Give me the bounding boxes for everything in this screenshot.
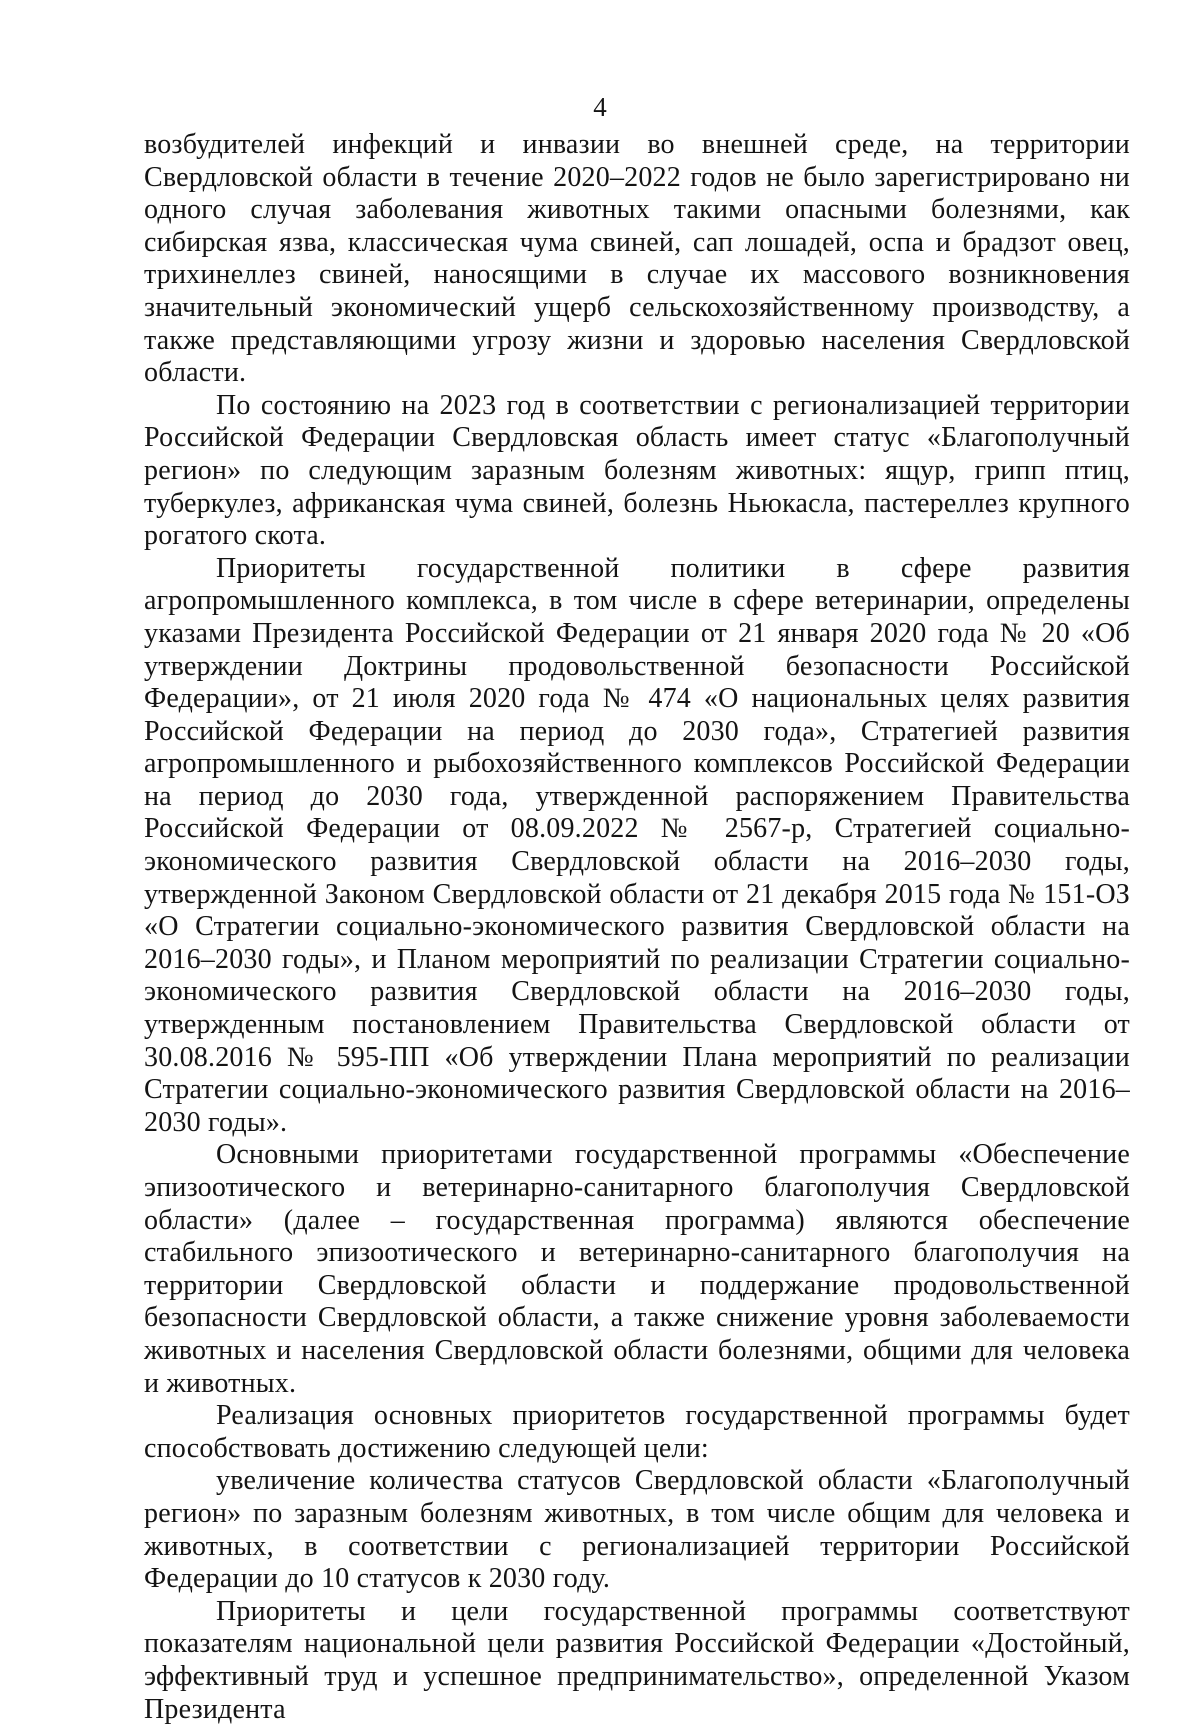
paragraph-national-goals: Приоритеты и цели государственной программы соответствуют показателям национальной цели развития Российской Федерации «Достойный, эффективный труд и успешное предпринимательство», определенной Указом Президента: [144, 1595, 1130, 1725]
document-body: [144, 129, 1130, 1726]
paragraph-continuation: возбудителей инфекций и инвазии во внешней среде, на территории Свердловской области в течение 2020–2022 годов не было зарегистрировано ни одного случая заболевания животных такими опасными болезнями, как сибирская язва, классическая чума свиней, сап лошадей, оспа и брадзот овец, трихинеллез свиней, наносящими в случае их массового возникновения значительный экономический ущерб сельскохозяйственному производству, а также представляющими угрозу жизни и здоровью населения Свердловской области.: [144, 129, 1130, 389]
paragraph-program-priorities: Основными приоритетами государственной программы «Обеспечение эпизоотического и ветеринарно-санитарного благополучия Свердловской области» (далее – государственная программа) являются обеспечение стабильного эпизоотического и ветеринарно-санитарного благополучия на территории Свердловской области и поддержание продовольственной безопасности Свердловской области, а также снижение уровня заболеваемости животных и населения Свердловской области болезнями, общими для человека и животных.: [144, 1139, 1130, 1399]
paragraph-policy-priorities: Приоритеты государственной политики в сфере развития агропромышленного комплекса, в том числе в сфере ветеринарии, определены указами Президента Российской Федерации от 21 января 2020 года № 20 «Об утверждении Доктрины продовольственной безопасности Российской Федерации», от 21 июля 2020 года № 474 «О национальных целях развития Российской Федерации на период до 2030 года», Стратегией развития агропромышленного и рыбохозяйственного комплексов Российской Федерации на период до 2030 года, утвержденной распоряжением Правительства Российской Федерации от 08.09.2022 № 2567-р, Стратегией социально-экономического развития Свердловской области на 2016–2030 годы, утвержденной Законом Свердловской области от 21 декабря 2015 года № 151-ОЗ «О Стратегии социально-экономического развития Свердловской области на 2016–2030 годы», и Планом мероприятий по реализации Стратегии социально-экономического развития Свердловской области на 2016–2030 годы, утвержденным постановлением Правительства Свердловской области от 30.08.2016 № 595-ПП «Об утверждении Плана мероприятий по реализации Стратегии социально-экономического развития Свердловской области на 2016–2030 годы».: [144, 552, 1130, 1138]
paragraph-implementation: Реализация основных приоритетов государственной программы будет способствовать достижению следующей цели:: [144, 1400, 1130, 1464]
paragraph-regional-status: По состоянию на 2023 год в соответствии с регионализацией территории Российской Федерации Свердловская область имеет статус «Благополучный регион» по следующим заразным болезням животных: ящур, грипп птиц, туберкулез, африканская чума свиней, болезнь Ньюкасла, пастереллез крупного рогатого скота.: [144, 389, 1130, 552]
page-number: 4: [593, 92, 607, 122]
paragraph-goal: увеличение количества статусов Свердловской области «Благополучный регион» по заразным болезням животных, в том числе общим для человека и животных, в соответствии с регионализацией территории Российской Федерации до 10 статусов к 2030 году.: [144, 1465, 1130, 1595]
